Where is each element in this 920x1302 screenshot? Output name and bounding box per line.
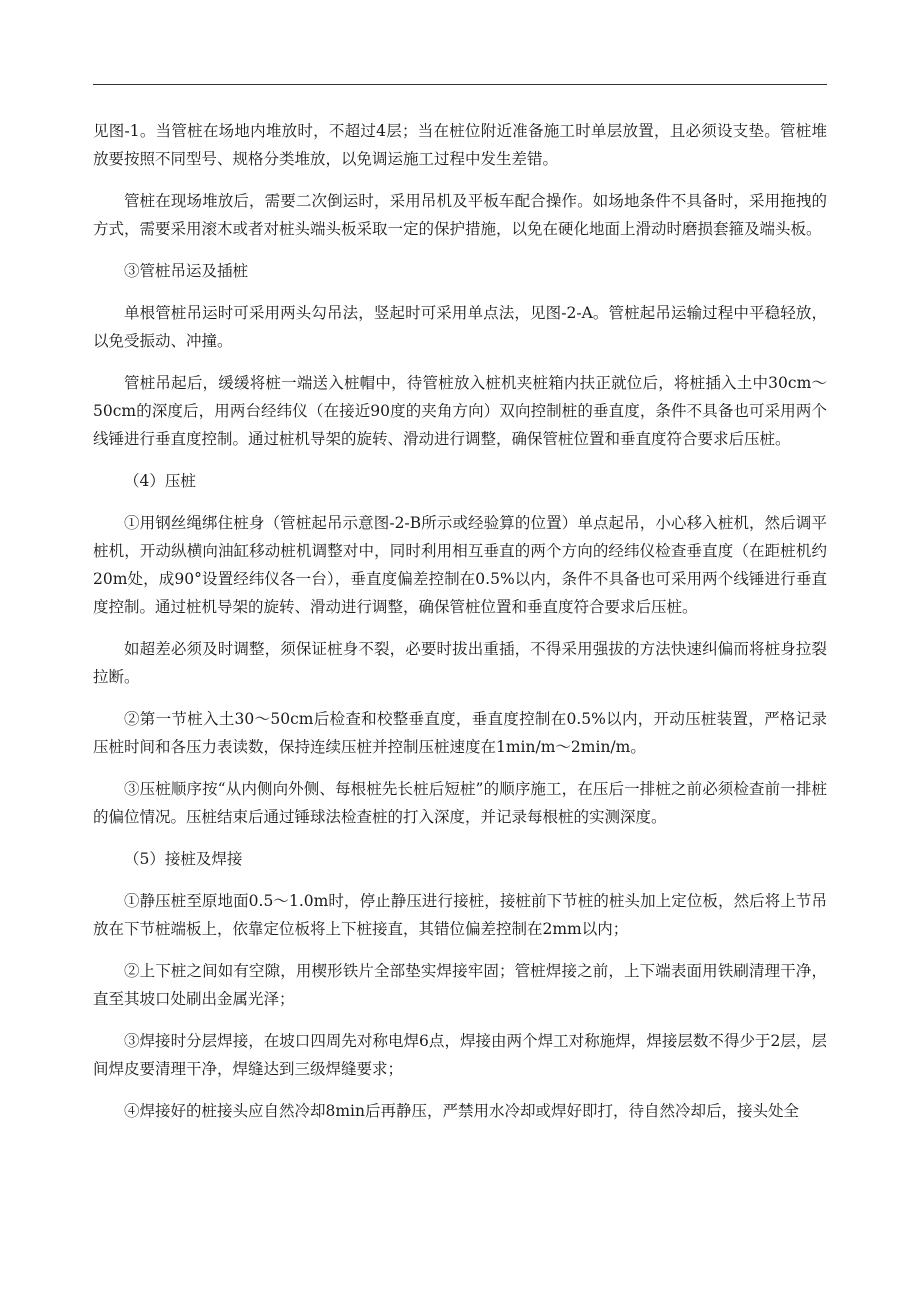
paragraph: ①用钢丝绳绑住桩身（管桩起吊示意图-2-B所示或经验算的位置）单点起吊，小心移入桩机，然后调平桩机，开动纵横向油缸移动桩机调整对中，同时利用相互垂直的两个方向的经纬仪检查垂直度（在距桩机约20m处，成90°设置经纬仪各一台），垂直度偏差控制在0.5%以内，条件不具备也可采用两个线锤进行垂直度控制。通过桩机导架的旋转、滑动进行调整，确保管桩位置和垂直度符合要求后压桩。 — [93, 514, 827, 616]
section-heading: （4）压桩 — [124, 472, 196, 490]
paragraph: ③焊接时分层焊接，在坡口四周先对称电焊6点，焊接由两个焊工对称施焊，焊接层数不得少于2层，层间焊皮要清理干净，焊缝达到三级焊缝要求； — [93, 1032, 827, 1078]
paragraph: 单根管桩吊运时可采用两头勾吊法，竖起时可采用单点法，见图-2-A。管桩起吊运输过程中平稳轻放，以免受振动、冲撞。 — [93, 304, 827, 350]
paragraph: ③压桩顺序按“从内侧向外侧、每根桩先长桩后短桩”的顺序施工，在压后一排桩之前必须检查前一排桩的偏位情况。压桩结束后通过锤球法检查桩的打入深度，并记录每根桩的实测深度。 — [93, 780, 827, 826]
section-heading: ③管桩吊运及插桩 — [124, 262, 249, 280]
body-text — [93, 117, 827, 1139]
paragraph: 管桩在现场堆放后，需要二次倒运时，采用吊机及平板车配合操作。如场地条件不具备时，采用拖拽的方式，需要采用滚木或者对桩头端头板采取一定的保护措施，以免在硬化地面上滑动时磨损套箍及端头板。 — [93, 192, 827, 238]
paragraph: ②第一节桩入土30～50cm后检查和校整垂直度，垂直度控制在0.5%以内，开动压桩装置，严格记录压桩时间和各压力表读数，保持连续压桩并控制压桩速度在1min/m～2min/m。 — [93, 710, 827, 756]
paragraph: ①静压桩至原地面0.5～1.0m时，停止静压进行接桩，接桩前下节桩的桩头加上定位板，然后将上节吊放在下节桩端板上，依靠定位板将上下桩接直，其错位偏差控制在2mm以内； — [93, 892, 827, 938]
paragraph: ②上下桩之间如有空隙，用楔形铁片全部垫实焊接牢固；管桩焊接之前，上下端表面用铁刷清理干净，直至其坡口处刷出金属光泽； — [93, 962, 827, 1008]
paragraph: 如超差必须及时调整，须保证桩身不裂，必要时拔出重插，不得采用强拔的方法快速纠偏而将桩身拉裂拉断。 — [93, 640, 827, 686]
header-rule — [93, 84, 827, 85]
paragraph: 见图-1。当管桩在场地内堆放时，不超过4层；当在桩位附近准备施工时单层放置，且必须设支垫。管桩堆放要按照不同型号、规格分类堆放，以免调运施工过程中发生差错。 — [93, 122, 827, 168]
paragraph: ④焊接好的桩接头应自然冷却8min后再静压，严禁用水冷却或焊好即打，待自然冷却后，接头处全 — [124, 1102, 800, 1120]
section-heading: （5）接桩及焊接 — [124, 850, 243, 868]
paragraph: 管桩吊起后，缓缓将桩一端送入桩帽中，待管桩放入桩机夹桩箱内扶正就位后，将桩插入土中30cm～50cm的深度后，用两台经纬仪（在接近90度的夹角方向）双向控制桩的垂直度，条件不具备也可采用两个线锤进行垂直度控制。通过桩机导架的旋转、滑动进行调整，确保管桩位置和垂直度符合要求后压桩。 — [93, 374, 827, 448]
